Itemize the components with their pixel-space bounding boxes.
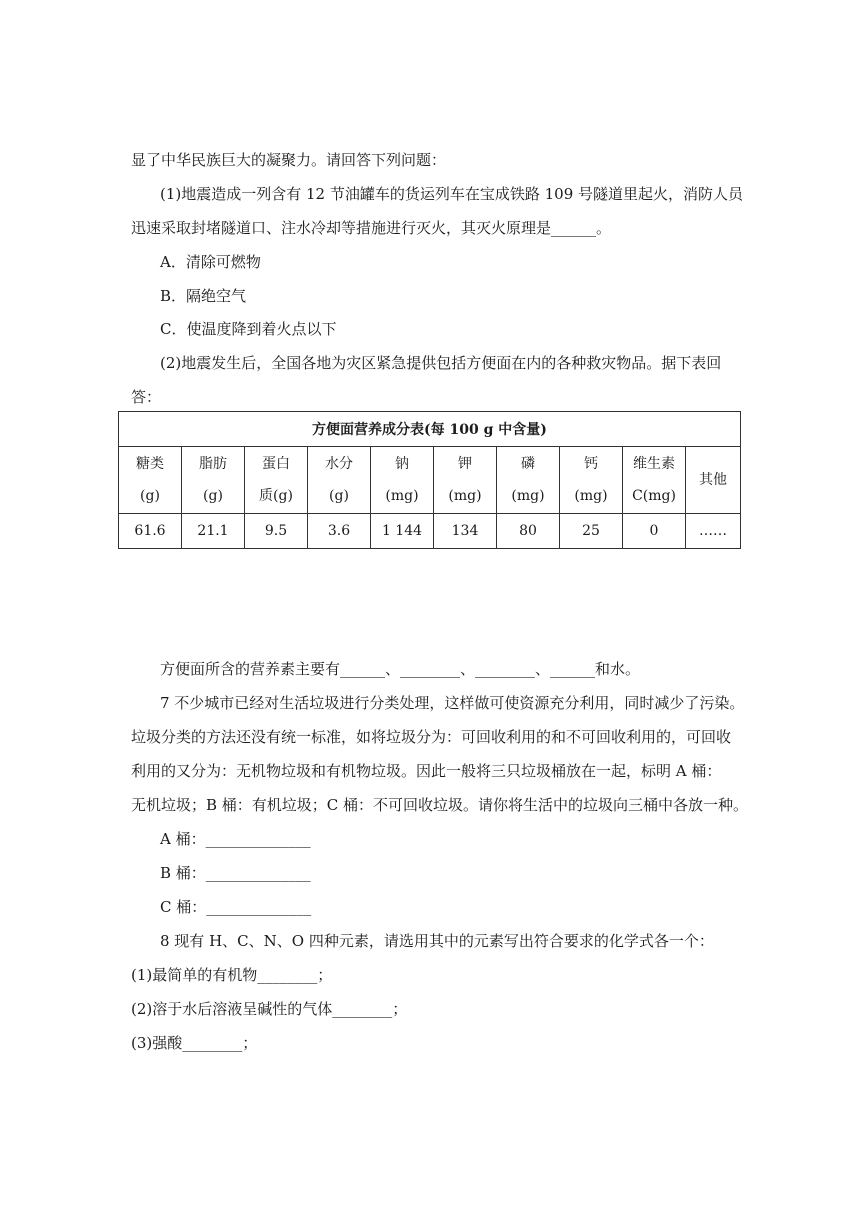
q2-answer-line: 方便面所含的营养素主要有______、________、________、______和水。 xyxy=(160,660,641,678)
header-cell: 糖类 (g) xyxy=(119,447,182,514)
q7-line-2: 垃圾分类的方法还没有统一标准，如将垃圾分为：可回收利用的和不可回收利用的，可回收 xyxy=(131,728,732,746)
header-cell: 钙 (mg) xyxy=(560,447,623,514)
nutrition-header-row xyxy=(119,447,741,514)
value-cell: 21.1 xyxy=(182,514,245,549)
q1-line-2: 迅速采取封堵隧道口、注水冷却等措施进行灭火，其灭火原理是______。 xyxy=(131,219,612,237)
value-cell: 25 xyxy=(560,514,623,549)
header-cell: 脂肪 (g) xyxy=(182,447,245,514)
header-cell: 其他 xyxy=(686,447,741,514)
header-cell: 磷 (mg) xyxy=(497,447,560,514)
nutrition-table-title: 方便面营养成分表(每 100 g 中含量) xyxy=(119,412,741,447)
header-cell: 钾 (mg) xyxy=(434,447,497,514)
header-cell: 水分 (g) xyxy=(308,447,371,514)
value-cell: 134 xyxy=(434,514,497,549)
q2-line-1: (2)地震发生后，全国各地为灾区紧急提供包括方便面在内的各种救灾物品。据下表回 xyxy=(160,354,722,372)
intro-line: 显了中华民族巨大的凝聚力。请回答下列问题： xyxy=(131,151,447,169)
q7-line-1: 7 不少城市已经对生活垃圾进行分类处理，这样做可使资源充分利用，同时减少了污染。 xyxy=(160,694,745,712)
bin-a-line: A 桶：______________ xyxy=(160,830,311,848)
q8-item-2: (2)溶于水后溶液呈碱性的气体________； xyxy=(131,1000,408,1018)
q1-line-1: (1)地震造成一列含有 12 节油罐车的货运列车在宝成铁路 109 号隧道里起火，消防人员 xyxy=(160,185,744,203)
q1-option-c: C．使温度降到着火点以下 xyxy=(160,320,337,338)
bin-b-line: B 桶：______________ xyxy=(160,864,311,882)
value-cell: …… xyxy=(686,514,741,549)
q8-item-1: (1)最简单的有机物________； xyxy=(131,966,333,984)
q7-line-4: 无机垃圾；B 桶：有机垃圾；C 桶：不可回收垃圾。请你将生活中的垃圾向三桶中各放一种。 xyxy=(131,796,749,814)
header-cell: 维生素 C(mg) xyxy=(623,447,686,514)
q8-item-3: (3)强酸________； xyxy=(131,1034,258,1052)
q7-line-3: 利用的又分为：无机物垃圾和有机物垃圾。因此一般将三只垃圾桶放在一起，标明 A 桶： xyxy=(131,762,722,780)
q2-line-2: 答： xyxy=(131,388,162,406)
header-cell: 钠 (mg) xyxy=(371,447,434,514)
nutrition-table xyxy=(118,411,741,549)
q8-line: 8 现有 H、C、N、O 四种元素，请选用其中的元素写出符合要求的化学式各一个： xyxy=(160,932,714,950)
bin-c-line: C 桶：______________ xyxy=(160,898,312,916)
header-cell: 蛋白 质(g) xyxy=(245,447,308,514)
value-cell: 0 xyxy=(623,514,686,549)
value-cell: 1 144 xyxy=(371,514,434,549)
value-cell: 80 xyxy=(497,514,560,549)
value-cell: 9.5 xyxy=(245,514,308,549)
nutrition-value-row xyxy=(119,514,741,549)
value-cell: 61.6 xyxy=(119,514,182,549)
q1-option-a: A．清除可燃物 xyxy=(160,253,261,271)
q1-option-b: B．隔绝空气 xyxy=(160,287,247,305)
value-cell: 3.6 xyxy=(308,514,371,549)
